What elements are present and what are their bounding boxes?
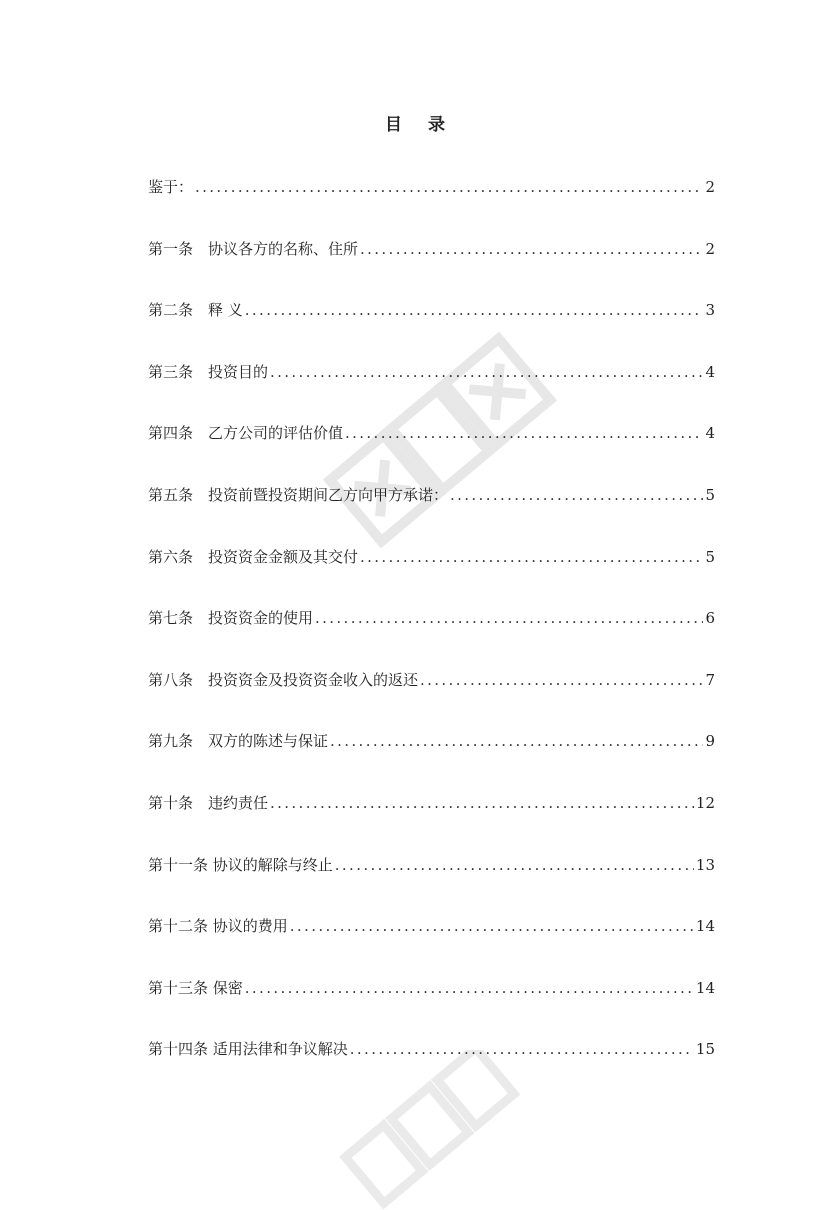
- toc-entry[interactable]: [148, 1037, 715, 1099]
- toc-entry[interactable]: [148, 175, 715, 237]
- toc-entry-label: 第十一条 协议的解除与终止: [148, 855, 333, 874]
- toc-entry-page-number: 5: [705, 547, 715, 566]
- toc-entry-label: 鉴于：: [148, 178, 194, 196]
- toc-entry-page-number: 2: [705, 178, 715, 196]
- toc-entry-page-number: 12: [695, 793, 715, 812]
- toc-entry-page-number: 15: [695, 1040, 715, 1059]
- toc-entry-label: 第九条 双方的陈述与保证: [148, 732, 329, 751]
- toc-entry[interactable]: [148, 791, 715, 853]
- toc-entry-page-number: 2: [705, 239, 715, 258]
- toc-entry-label: 第十二条 协议的费用: [148, 917, 288, 936]
- toc-entry-page-number: 7: [705, 670, 715, 689]
- toc-entry[interactable]: [148, 976, 715, 1038]
- toc-dot-leader: [245, 298, 703, 322]
- toc-entry-label: 第十三条 保密: [148, 978, 243, 997]
- toc-dot-leader: [270, 360, 703, 384]
- toc-dot-leader: [345, 421, 703, 445]
- toc-entry[interactable]: [148, 545, 715, 607]
- toc-list: [148, 175, 715, 1099]
- toc-dot-leader: [245, 976, 694, 1000]
- toc-entry-page-number: 5: [705, 485, 715, 504]
- toc-entry-page-number: 14: [695, 978, 715, 997]
- toc-entry-page-number: 4: [705, 424, 715, 443]
- toc-entry[interactable]: [148, 914, 715, 976]
- toc-entry[interactable]: [148, 483, 715, 545]
- toc-entry[interactable]: [148, 421, 715, 483]
- toc-dot-leader: [270, 791, 694, 815]
- toc-entry-label: 第四条 乙方公司的评估价值: [148, 424, 344, 443]
- toc-dot-leader: [195, 175, 703, 199]
- toc-entry[interactable]: [148, 729, 715, 791]
- toc-dot-leader: [290, 914, 694, 938]
- toc-entry-page-number: 6: [705, 609, 715, 628]
- toc-entry-label: 第五条 投资前暨投资期间乙方向甲方承诺：: [148, 485, 449, 504]
- toc-dot-leader: [350, 1037, 694, 1061]
- toc-dot-leader: [330, 729, 703, 753]
- toc-entry-label: 第八条 投资资金及投资资金收入的返还: [148, 670, 419, 689]
- toc-entry-label: 第七条 投资资金的使用: [148, 609, 314, 628]
- toc-entry[interactable]: [148, 668, 715, 730]
- toc-entry[interactable]: [148, 606, 715, 668]
- toc-entry-page-number: 4: [705, 362, 715, 381]
- toc-dot-leader: [315, 606, 703, 630]
- toc-dot-leader: [420, 668, 703, 692]
- toc-dot-leader: [450, 483, 703, 507]
- toc-entry-label: 第十条 违约责任: [148, 793, 269, 812]
- toc-dot-leader: [360, 545, 703, 569]
- toc-entry-label: 第六条 投资资金金额及其交付: [148, 547, 359, 566]
- toc-entry-page-number: 13: [695, 855, 715, 874]
- toc-entry[interactable]: [148, 360, 715, 422]
- toc-entry-label: 第三条 投资目的: [148, 362, 269, 381]
- toc-entry[interactable]: [148, 237, 715, 299]
- toc-entry-label: 第二条 释 义: [148, 301, 243, 320]
- toc-entry[interactable]: [148, 853, 715, 915]
- toc-title: 目 录: [385, 115, 455, 135]
- toc-entry-label: 第一条 协议各方的名称、住所: [148, 239, 359, 258]
- toc-entry[interactable]: [148, 298, 715, 360]
- toc-dot-leader: [360, 237, 703, 261]
- toc-entry-page-number: 14: [695, 917, 715, 936]
- toc-dot-leader: [335, 853, 694, 877]
- toc-entry-page-number: 3: [705, 301, 715, 320]
- toc-entry-page-number: 9: [705, 732, 715, 751]
- toc-entry-label: 第十四条 适用法律和争议解决: [148, 1040, 348, 1059]
